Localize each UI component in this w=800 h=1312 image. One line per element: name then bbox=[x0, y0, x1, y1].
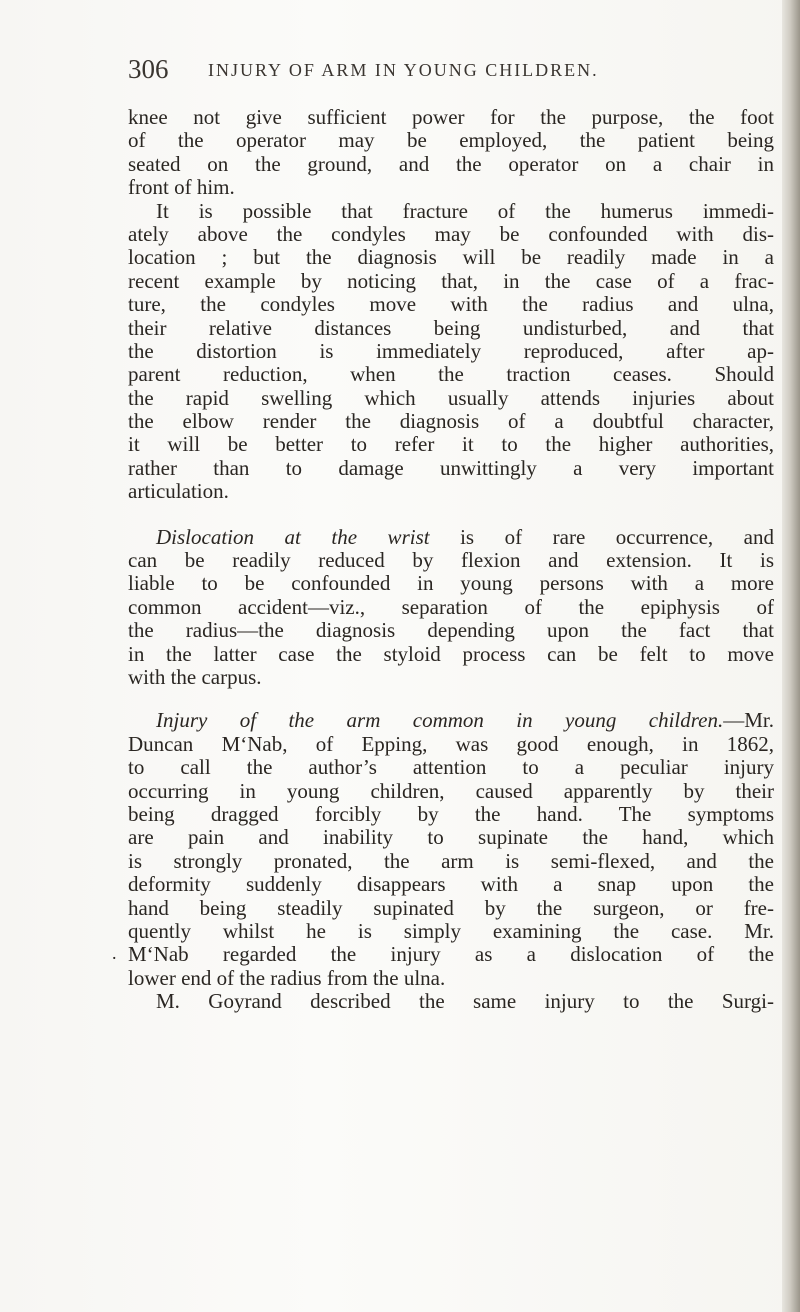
text-line: seated on the ground, and the operator on a chair in bbox=[128, 151, 774, 176]
text-line: Duncan M‘Nab, of Epping, was good enough, in 1862, bbox=[128, 731, 774, 756]
page-header bbox=[128, 54, 768, 86]
text-line: deformity suddenly disappears with a snap upon the bbox=[128, 872, 774, 897]
text-line: with the carpus. bbox=[128, 664, 262, 689]
text-line: knee not give sufficient power for the purpose, the foot bbox=[128, 105, 774, 129]
italic-heading: Injury of the arm common in young children. bbox=[156, 708, 724, 733]
text-line: liable to be confounded in young persons with a more bbox=[128, 571, 774, 596]
page-number: 306 bbox=[128, 54, 169, 84]
text-line: rather than to damage unwittingly a very important bbox=[128, 455, 774, 480]
text-line: is strongly pronated, the arm is semi-flexed, and the bbox=[128, 848, 774, 873]
text-run: —Mr. bbox=[723, 708, 774, 733]
text-line: to call the author’s attention to a peculiar injury bbox=[128, 755, 774, 780]
margin-mark: . bbox=[112, 943, 117, 963]
running-head: INJURY OF ARM IN YOUNG CHILDREN. bbox=[208, 60, 599, 80]
paragraph-4 bbox=[128, 709, 774, 1013]
paragraph-spacer bbox=[128, 689, 774, 709]
text-line: the rapid swelling which usually attends injuries about bbox=[128, 385, 774, 410]
text-run: is of rare occurrence, and bbox=[429, 524, 774, 549]
text-line: location ; but the diagnosis will be readily made in a bbox=[128, 245, 774, 270]
text-line: parent reduction, when the traction ceases. Should bbox=[128, 362, 774, 387]
text-line: articulation. bbox=[128, 479, 229, 504]
text-line: recent example by noticing that, in the case of a frac- bbox=[128, 268, 774, 293]
text-line: it will be better to refer it to the higher authorities, bbox=[128, 432, 774, 457]
body-text bbox=[128, 106, 774, 1013]
paragraph-2 bbox=[128, 200, 774, 504]
text-line: being dragged forcibly by the hand. The symptoms bbox=[128, 801, 774, 826]
text-line bbox=[128, 709, 774, 732]
text-line: the distortion is immediately reproduced, after ap- bbox=[128, 338, 774, 363]
text-line: quently whilst he is simply examining the case. Mr. bbox=[128, 918, 774, 943]
text-line: ately above the condyles may be confounded with dis- bbox=[128, 221, 774, 246]
text-line: the elbow render the diagnosis of a doubtful character, bbox=[128, 409, 774, 434]
text-line: M. Goyrand described the same injury to the Surgi- bbox=[156, 989, 774, 1014]
text-line: are pain and inability to supinate the hand, which bbox=[128, 825, 774, 850]
text-line: lower end of the radius from the ulna. bbox=[128, 965, 446, 990]
text-line bbox=[128, 526, 774, 549]
text-line: of the operator may be employed, the patient being bbox=[128, 128, 774, 153]
text-line: the radius—the diagnosis depending upon the fact that bbox=[128, 618, 774, 643]
text-line: front of him. bbox=[128, 175, 235, 200]
text-line: occurring in young children, caused apparently by their bbox=[128, 778, 774, 803]
text-line: common accident—viz., separation of the epiphysis of bbox=[128, 594, 774, 619]
italic-heading: Dislocation at the wrist bbox=[156, 524, 430, 549]
paragraph-3 bbox=[128, 526, 774, 690]
text-line: ture, the condyles move with the radius and ulna, bbox=[128, 292, 774, 317]
page-edge-shadow bbox=[782, 0, 800, 1312]
text-line: It is possible that fracture of the humerus immedi- bbox=[156, 198, 774, 223]
paragraph-spacer bbox=[128, 504, 774, 526]
text-line: their relative distances being undisturbed, and that bbox=[128, 315, 774, 340]
paragraph-1 bbox=[128, 106, 774, 200]
text-line: in the latter case the styloid process can be felt to move bbox=[128, 641, 774, 666]
text-line: hand being steadily supinated by the surgeon, or fre- bbox=[128, 895, 774, 920]
text-line: can be readily reduced by flexion and extension. It is bbox=[128, 548, 774, 573]
text-line: M‘Nab regarded the injury as a dislocation of the bbox=[128, 942, 774, 967]
